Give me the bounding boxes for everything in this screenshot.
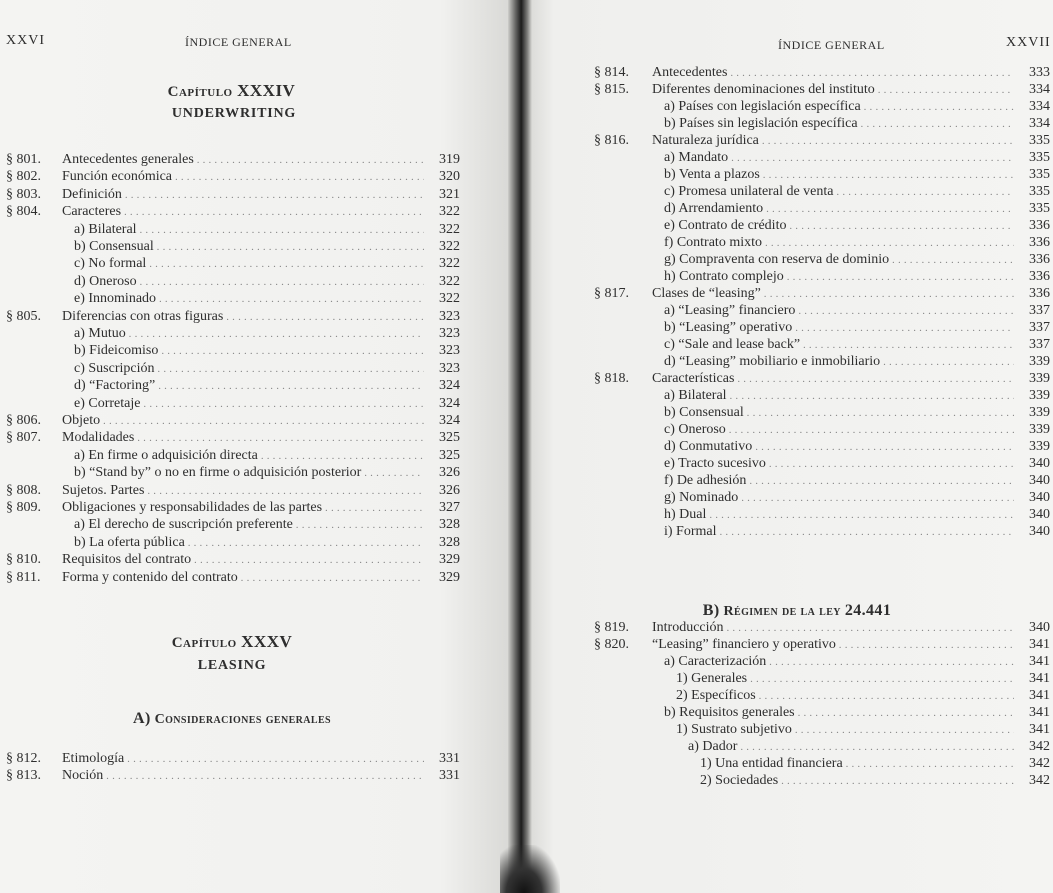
toc-entry (6, 168, 460, 185)
section-prefix: B) (702, 602, 720, 619)
toc-entry (6, 534, 460, 551)
toc-page-number: 325 (439, 447, 460, 463)
toc-entry-title: b) Consensual . . . (74, 238, 424, 256)
toc-page-number: 331 (439, 768, 460, 784)
toc-entry (594, 98, 1050, 115)
toc-page-number: 336 (1029, 269, 1050, 284)
toc-page-number: 326 (439, 465, 460, 481)
toc-entry-title: b) Requisitos generales . . . (664, 704, 1014, 722)
toc-entry (594, 636, 1050, 653)
toc-entry (594, 251, 1050, 268)
toc-entry-title: e) Tracto sucesivo . . . (664, 455, 1014, 473)
toc-page-number: 328 (439, 534, 460, 550)
toc-page-number: 340 (1029, 524, 1050, 539)
toc-entry (6, 412, 460, 429)
toc-section-number: § 804. (6, 204, 41, 220)
toc-page-number: 341 (1029, 654, 1050, 669)
toc-entry-title: a) Caracterización . . . (664, 653, 1014, 671)
toc-entry-title: Diferentes denominaciones del instituto . . . (652, 81, 1014, 99)
toc-entry-title: c) Promesa unilateral de venta . . . (664, 183, 1014, 201)
left-folio: XXVI (6, 33, 45, 48)
toc-entry-title: Objeto . . . (62, 412, 424, 430)
toc-entry-title: e) Corretaje . . . (74, 395, 424, 413)
toc-page-number: 340 (1029, 507, 1050, 522)
toc-entry (594, 115, 1050, 132)
toc-page-number: 339 (1029, 388, 1050, 403)
toc-entry-title: h) Dual . . . (664, 506, 1014, 524)
toc-entry (594, 319, 1050, 336)
toc-entry-title: 2) Sociedades . . . (700, 772, 1014, 790)
toc-entry-title: c) No formal . . . (74, 255, 424, 273)
toc-entry-title: g) Compraventa con reserva de dominio . . . (664, 251, 1014, 269)
toc-entry-title: c) “Sale and lease back” . . . (664, 336, 1014, 354)
chapter-xxxiv-subtitle: UNDERWRITING (171, 106, 297, 121)
toc-entry (594, 506, 1050, 523)
toc-entry-title: a) Bilateral . . . (664, 387, 1014, 405)
toc-entry (6, 516, 460, 533)
toc-page-number: 339 (1029, 354, 1050, 369)
toc-entry-title: Obligaciones y responsabilidades de las partes . . . (62, 499, 424, 517)
toc-entry (594, 302, 1050, 319)
toc-page-number: 331 (439, 751, 460, 766)
toc-entry (594, 670, 1050, 687)
toc-entry (6, 186, 460, 203)
toc-page-number: 334 (1029, 99, 1050, 114)
toc-page-number: 322 (439, 204, 460, 220)
toc-page-number: 321 (439, 186, 460, 202)
chapter-xxxiv-heading (0, 81, 448, 101)
toc-entry (594, 149, 1050, 166)
toc-entry-title: 1) Generales . . . (676, 670, 1014, 688)
toc-entry-title: b) Venta a plazos . . . (664, 166, 1014, 184)
toc-entry-title: Diferencias con otras figuras . . . (62, 308, 424, 326)
toc-entry (594, 132, 1050, 149)
toc-section-number: § 819. (594, 620, 629, 635)
toc-page-number: 339 (1029, 422, 1050, 437)
toc-entry-title: Requisitos del contrato . . . (62, 551, 424, 569)
toc-entry (594, 404, 1050, 421)
toc-entry-title: Características . . . (652, 370, 1014, 388)
toc-page-number: 342 (1029, 773, 1050, 788)
toc-entry-title: d) “Leasing” mobiliario e inmobiliario . . . (664, 353, 1014, 371)
toc-section-number: § 811. (6, 569, 41, 585)
toc-entry-title: b) “Stand by” o no en firme o adquisición posterior . . . (74, 464, 424, 482)
toc-page-number: 341 (1029, 688, 1050, 703)
toc-entry-title: e) Contrato de crédito . . . (664, 217, 1014, 235)
toc-page-number: 336 (1029, 235, 1050, 250)
toc-entry-title: Modalidades . . . (62, 429, 424, 447)
toc-section-number: § 816. (594, 133, 629, 148)
toc-page-number: 335 (1029, 133, 1050, 148)
toc-page-number: 333 (1029, 65, 1050, 80)
toc-entry (594, 268, 1050, 285)
toc-entry (594, 455, 1050, 472)
toc-page-number: 322 (439, 291, 460, 307)
toc-page-number: 341 (1029, 637, 1050, 652)
toc-entry-title: b) Fideicomiso . . . (74, 342, 424, 360)
toc-page-number: 340 (1029, 490, 1050, 505)
toc-page-number: 337 (1029, 320, 1050, 335)
toc-page-number: 340 (1029, 620, 1050, 635)
toc-section-number: § 809. (6, 500, 41, 515)
toc-entry (6, 377, 460, 394)
left-page (0, 0, 518, 893)
toc-entry-title: Clases de “leasing” . . . (652, 285, 1014, 303)
toc-entry (6, 429, 460, 446)
toc-entry-title: d) Oneroso . . . (74, 273, 424, 291)
toc-entry-title: d) Arrendamiento . . . (664, 200, 1014, 218)
toc-page-number: 336 (1029, 218, 1050, 233)
toc-page-number: 322 (439, 239, 460, 254)
left-running-head: ÍNDICE GENERAL (185, 35, 292, 49)
toc-entry-title: e) Innominado . . . (74, 290, 424, 308)
toc-page-number: 323 (439, 308, 460, 324)
toc-page-number: 342 (1029, 756, 1050, 771)
toc-entry (6, 750, 460, 767)
toc-entry (6, 238, 460, 255)
toc-entry-title: b) Países sin legislación específica . . . (664, 115, 1014, 133)
toc-section-number: § 806. (6, 413, 41, 428)
chapter-xxxv-heading (0, 632, 464, 652)
toc-entry (594, 738, 1050, 755)
toc-page-number: 323 (439, 343, 460, 359)
toc-entry-title: Definición . . . (62, 186, 424, 204)
toc-entry (6, 464, 460, 481)
section-title: Régimen de la ley (723, 604, 841, 619)
toc-entry (594, 217, 1050, 234)
toc-entry (594, 387, 1050, 404)
toc-page-number: 328 (439, 517, 460, 533)
toc-entry-title: Función económica . . . (62, 168, 424, 186)
toc-entry (594, 721, 1050, 738)
toc-entry (6, 767, 460, 784)
toc-page-number: 326 (439, 482, 460, 498)
toc-section-number: § 805. (6, 308, 41, 324)
toc-entry (594, 81, 1050, 98)
toc-page-number: 335 (1029, 201, 1050, 216)
toc-section-number: § 817. (594, 286, 629, 301)
toc-entry-title: a) En firme o adquisición directa . . . (74, 447, 424, 465)
toc-page-number: 340 (1029, 456, 1050, 471)
toc-page-number: 323 (439, 360, 460, 376)
toc-section-number: § 815. (594, 82, 629, 97)
toc-page-number: 339 (1029, 405, 1050, 420)
toc-entry-title: i) Formal . . . (664, 523, 1014, 541)
chapter-label: Capítulo (171, 635, 237, 651)
toc-page-number: 322 (439, 221, 460, 237)
toc-entry (594, 523, 1050, 540)
toc-entry (594, 285, 1050, 302)
toc-entry-title: Antecedentes . . . (652, 64, 1014, 82)
toc-entry-title: a) “Leasing” financiero . . . (664, 302, 1014, 320)
toc-entry (6, 395, 460, 412)
toc-page-number: 335 (1029, 150, 1050, 165)
toc-entry-title: Introducción . . . (652, 619, 1014, 637)
toc-entry (6, 203, 460, 220)
chapter-number: XXXV (241, 632, 293, 651)
toc-page-number: 335 (1029, 167, 1050, 182)
toc-entry-title: Antecedentes generales . . . (62, 151, 424, 169)
toc-page-number: 342 (1029, 739, 1050, 754)
toc-section-number: § 810. (6, 552, 41, 568)
toc-entry-title: Forma y contenido del contrato . . . (62, 569, 424, 587)
toc-entry (6, 447, 460, 464)
chapter-xxxv-subtitle: LEASING (197, 658, 267, 673)
toc-entry-title: b) Consensual . . . (664, 404, 1014, 422)
toc-entry (594, 489, 1050, 506)
toc-page-number: 339 (1029, 439, 1050, 454)
book-gutter-shadow (500, 845, 560, 893)
toc-page-number: 324 (439, 395, 460, 411)
toc-section-number: § 808. (6, 482, 41, 498)
toc-section-number: § 814. (594, 65, 629, 80)
toc-entry (6, 569, 460, 586)
toc-entry-title: c) Oneroso . . . (664, 421, 1014, 439)
toc-entry (594, 353, 1050, 370)
toc-entry (594, 200, 1050, 217)
toc-entry (6, 221, 460, 238)
toc-entry (6, 360, 460, 377)
toc-entry (594, 234, 1050, 251)
toc-entry-title: 1) Una entidad financiera . . . (700, 755, 1014, 773)
toc-entry (6, 551, 460, 568)
toc-page-number: 336 (1029, 252, 1050, 267)
toc-page-number: 336 (1029, 286, 1050, 301)
right-page (522, 0, 1053, 893)
toc-entry (6, 151, 460, 168)
toc-page-number: 339 (1029, 371, 1050, 386)
toc-entry-title: a) Mutuo . . . (74, 325, 424, 343)
toc-entry-title: a) Dador . . . (688, 738, 1014, 756)
toc-page-number: 325 (439, 430, 460, 446)
toc-page-number: 323 (439, 326, 460, 341)
toc-entry-title: g) Nominado . . . (664, 489, 1014, 507)
toc-section-number: § 802. (6, 169, 41, 185)
toc-section-number: § 813. (6, 768, 41, 784)
toc-entry-title: c) Suscripción . . . (74, 360, 424, 378)
toc-page-number: 341 (1029, 722, 1050, 737)
toc-page-number: 335 (1029, 184, 1050, 199)
toc-section-number: § 818. (594, 371, 629, 386)
toc-entry (6, 325, 460, 342)
toc-page-number: 341 (1029, 671, 1050, 686)
toc-page-number: 341 (1029, 705, 1050, 720)
toc-entry (594, 772, 1050, 789)
toc-entry (594, 336, 1050, 353)
toc-page-number: 334 (1029, 116, 1050, 131)
toc-entry-title: d) Conmutativo . . . (664, 438, 1014, 456)
section-prefix: A) (132, 710, 151, 727)
chapter-number: XXXIV (237, 81, 296, 100)
toc-entry-title: d) “Factoring” . . . (74, 377, 424, 395)
toc-entry (6, 482, 460, 499)
right-folio: XXVII (1006, 35, 1051, 50)
toc-entry (594, 619, 1050, 636)
toc-entry-title: h) Contrato complejo . . . (664, 268, 1014, 286)
toc-entry-title: a) Países con legislación específica . . . (664, 98, 1014, 116)
toc-entry (594, 472, 1050, 489)
toc-entry (6, 273, 460, 290)
toc-entry (594, 704, 1050, 721)
toc-page-number: 337 (1029, 303, 1050, 318)
section-a-heading (0, 710, 464, 728)
toc-page-number: 320 (439, 169, 460, 185)
toc-section-number: § 803. (6, 186, 41, 202)
toc-section-number: § 801. (6, 152, 41, 167)
toc-page-number: 322 (439, 256, 460, 272)
toc-entry-title: “Leasing” financiero y operativo . . . (652, 636, 1014, 654)
toc-page-number: 322 (439, 273, 460, 289)
toc-section-number: § 812. (6, 751, 41, 766)
toc-entry-title: a) Bilateral . . . (74, 221, 424, 239)
toc-page-number: 337 (1029, 337, 1050, 352)
toc-entry-title: f) De adhesión . . . (664, 472, 1014, 490)
toc-entry (594, 64, 1050, 81)
toc-page-number: 334 (1029, 82, 1050, 97)
toc-page-number: 324 (439, 413, 460, 428)
section-title: Consideraciones generales (154, 712, 332, 727)
toc-entry (594, 755, 1050, 772)
toc-page-number: 327 (439, 500, 460, 515)
right-running-head: ÍNDICE GENERAL (778, 38, 885, 52)
section-b-heading (582, 602, 1012, 620)
toc-entry (594, 183, 1050, 200)
toc-page-number: 340 (1029, 473, 1050, 488)
toc-entry (594, 653, 1050, 670)
toc-entry (6, 342, 460, 359)
law-number: 24.441 (844, 602, 892, 619)
toc-entry (6, 290, 460, 307)
toc-entry-title: a) Mandato . . . (664, 149, 1014, 167)
chapter-label: Capítulo (167, 84, 233, 100)
toc-entry-title: b) La oferta pública . . . (74, 534, 424, 552)
toc-entry (6, 499, 460, 516)
toc-entry-title: a) El derecho de suscripción preferente . . . (74, 516, 424, 534)
toc-page-number: 329 (439, 569, 460, 585)
toc-entry-title: Noción . . . (62, 767, 424, 785)
toc-page-number: 319 (439, 152, 460, 167)
toc-entry-title: 1) Sustrato subjetivo . . . (676, 721, 1014, 739)
toc-section-number: § 807. (6, 430, 41, 446)
toc-entry (6, 308, 460, 325)
toc-page-number: 324 (439, 378, 460, 394)
toc-entry (594, 438, 1050, 455)
toc-entry-title: Naturaleza jurídica . . . (652, 132, 1014, 150)
toc-entry (594, 687, 1050, 704)
toc-page-number: 329 (439, 552, 460, 568)
toc-entry-title: 2) Específicos . . . (676, 687, 1014, 705)
toc-entry (6, 255, 460, 272)
toc-entry-title: Caracteres . . . (62, 203, 424, 221)
toc-entry-title: f) Contrato mixto . . . (664, 234, 1014, 252)
toc-entry (594, 370, 1050, 387)
toc-entry (594, 421, 1050, 438)
toc-entry (594, 166, 1050, 183)
toc-entry-title: b) “Leasing” operativo . . . (664, 319, 1014, 337)
toc-section-number: § 820. (594, 637, 629, 652)
toc-entry-title: Sujetos. Partes . . . (62, 482, 424, 500)
book-gutter (508, 0, 532, 893)
toc-entry-title: Etimología . . . (62, 750, 424, 768)
